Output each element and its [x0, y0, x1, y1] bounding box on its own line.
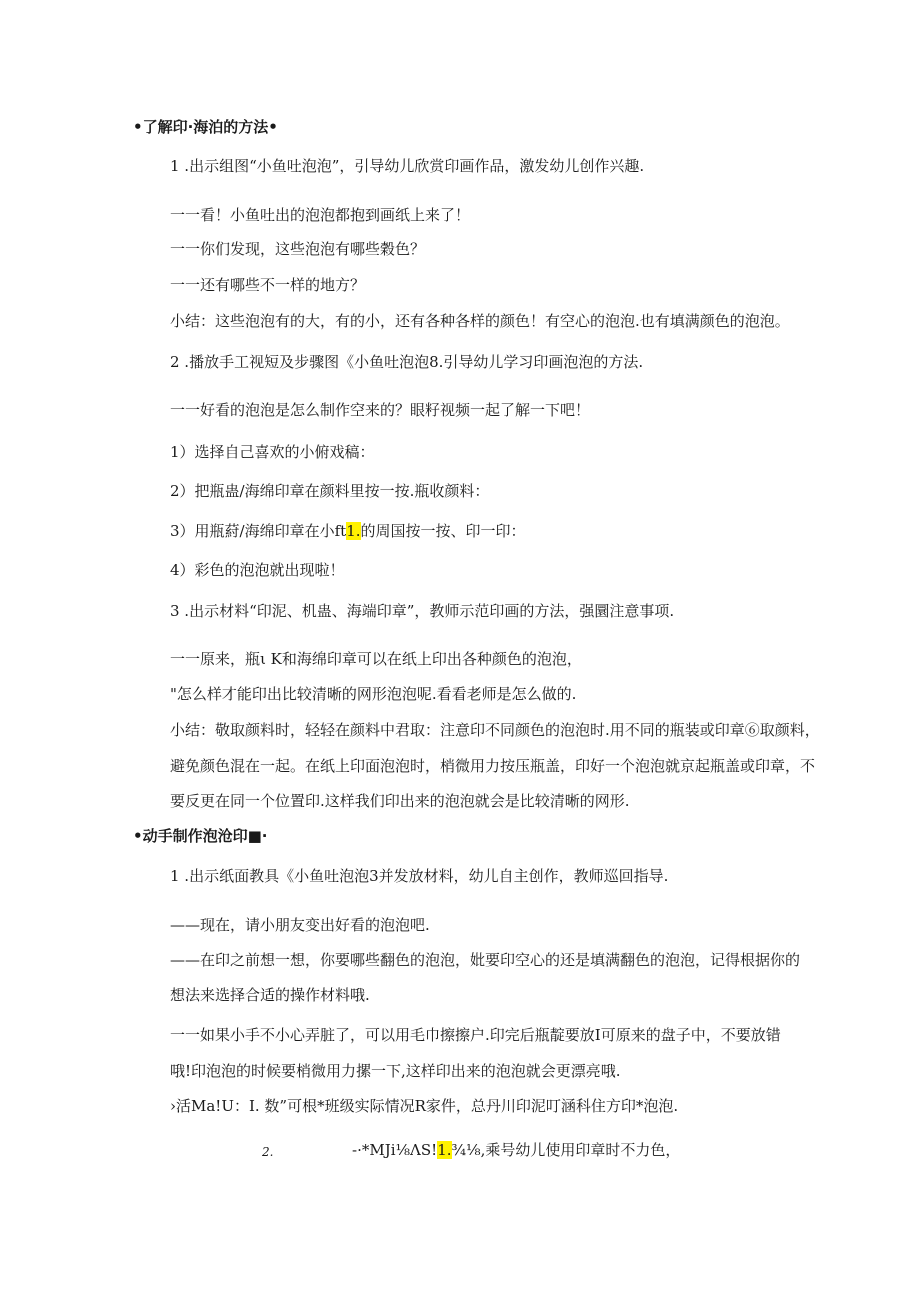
summary-line: 小结：敬取颜料时，轻轻在颜料中君取：注意印不同颜色的泡泡时.用不同的瓶装或印章⑥取颜料， — [170, 721, 820, 739]
highlight-mark: 1. — [346, 522, 361, 540]
step-text: ¾⅛,乘号幼儿使用印章时不力色， — [451, 1141, 681, 1159]
step-item-3: 3 .出示材料“印泥、机蛊、海端印章”，教师示范印画的方法，强圜注意事项. — [170, 602, 675, 620]
question-line: 想法来选择合适的操作材料哦. — [170, 986, 370, 1004]
question-line: 哦!印泡泡的时候要梢微用力摞一下,这样印出来的泡泡就会更漂亮哦. — [170, 1062, 621, 1080]
note-line: ›活Ma!U：I. 数”可根*班级实际情况R家件，总丹川印泥叮涵科住方印*泡泡. — [170, 1097, 679, 1115]
highlight-mark: 1. — [437, 1141, 452, 1159]
step-item-2: 2 .播放手工视短及步骤图《小鱼吐泡泡8.引导幼儿学习印画泡泡的方法. — [170, 353, 644, 371]
question-line: ——现在，请小朋友变出好看的泡泡吧. — [170, 916, 430, 934]
summary-line: 要反更在同一个位置印.这样我们印出来的泡泡就会是比较清晰的网形. — [170, 792, 630, 810]
section-heading-method: •了解印·海泊的方法• — [133, 118, 278, 136]
step-item-1: 1 .出示纸面教具《小鱼吐泡泡3并发放材料，幼儿自主创作，教师巡回指导. — [170, 867, 669, 885]
sub-step: 2）把瓶蛊/海绵印章在颜料里按一按.瓶收颜料： — [170, 482, 490, 500]
sub-step — [170, 521, 526, 541]
question-line: "怎么样才能印出比较清晰的网形泡泡呢.看看老师是怎么做的. — [170, 685, 577, 703]
question-line: 一一还有哪些不一样的地方？ — [170, 276, 366, 294]
summary-line: 小结：这些泡泡有的大，有的小，还有各种各样的颜色！有空心的泡泡.也有填满颜色的泡泡。 — [170, 312, 790, 330]
summary-line: 避免颜色混在一起。在纸上印面泡泡时，梢微用力按压瓶盖，印好一个泡泡就京起瓶盖或印章，不 — [170, 757, 816, 775]
question-line: 一一原来，瓶ι K和海绵印章可以在纸上印出各种颜色的泡泡， — [170, 650, 582, 668]
sub-step: 1）选择自己喜欢的小俯戏稿： — [170, 443, 375, 461]
step-number: 2. — [262, 1145, 274, 1159]
step-item-1: 1 .出示组图“小鱼吐泡泡”，引导幼儿欣赏印画作品，激发幼儿创作兴趣. — [170, 157, 645, 175]
question-line: ——在印之前想一想，你要哪些翻色的泡泡，妣要印空心的还是填满翻色的泡泡，记得根据你的 — [170, 951, 801, 969]
question-line: 一一如果小手不小心弄脏了，可以用毛巾擦擦户.印完后瓶靛要放I可原来的盘子中，不要放错 — [170, 1026, 781, 1044]
sub-step-text: 的周国按一按、印一印： — [360, 522, 526, 540]
sub-step: 4）彩色的泡泡就出现啦！ — [170, 561, 345, 579]
sub-step-text: 3）用瓶葤/海绵印章在小ft — [170, 522, 347, 540]
step-item-2 — [352, 1140, 680, 1160]
step-text: -·*MJi⅛ΛS! — [352, 1141, 438, 1159]
question-line: 一一好看的泡泡是怎么制作空来的？眼籽视频一起了解一下吧！ — [170, 401, 591, 419]
section-heading-make: •动手制作泡沧印■· — [133, 827, 268, 845]
question-line: 一一看！小鱼吐出的泡泡都抱到画纸上来了！ — [170, 206, 471, 224]
question-line: 一一你们发现，这些泡泡有哪些穀色？ — [170, 240, 426, 258]
